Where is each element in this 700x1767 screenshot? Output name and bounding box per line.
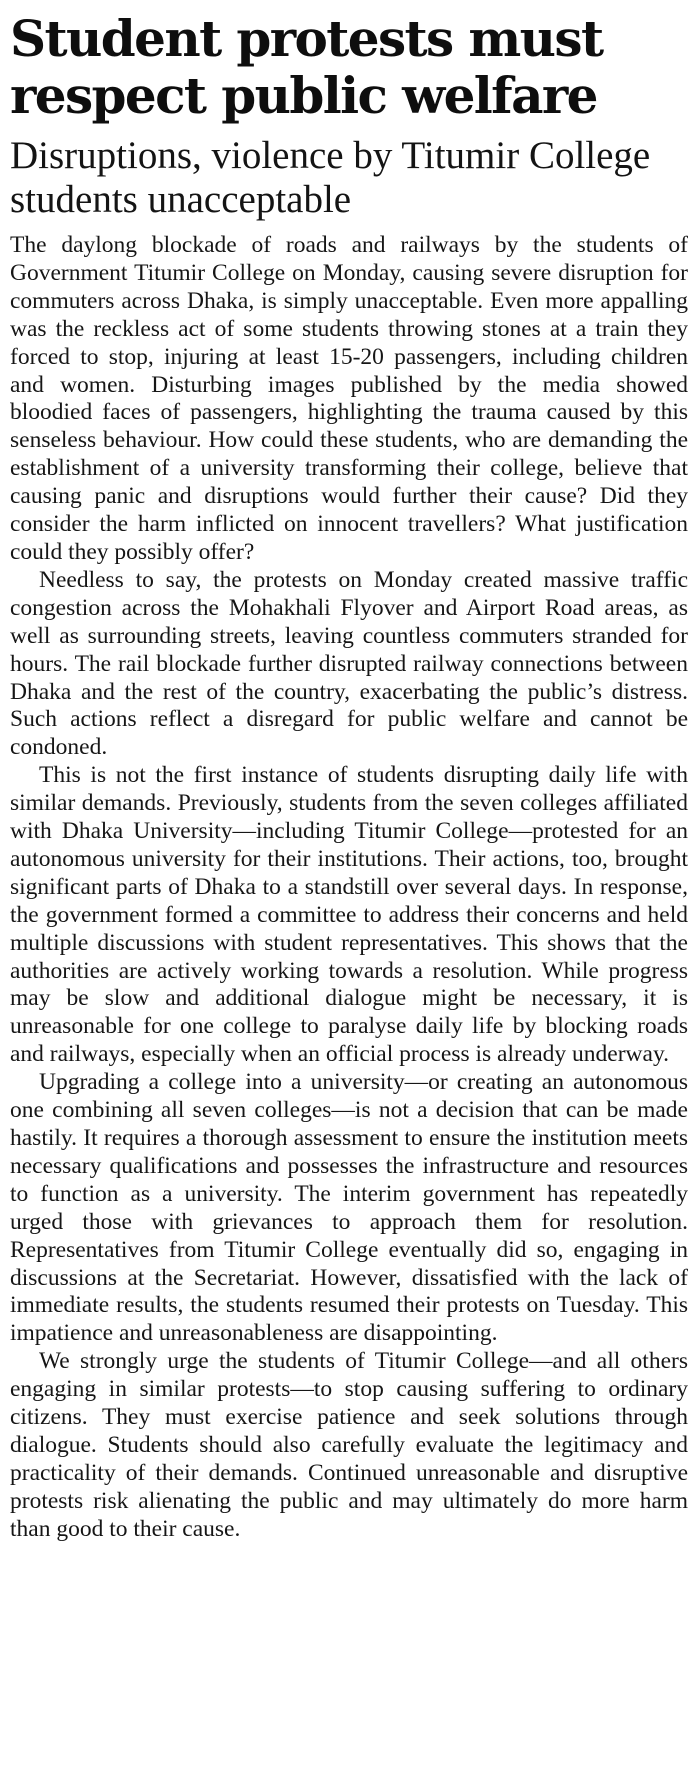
headline: Student protests must respect public welfare	[10, 9, 603, 125]
subheadline: Disruptions, violence by Titumir College students unacceptable	[10, 134, 651, 221]
body-paragraph: We strongly urge the students of Titumir College—and all others engaging in similar protests—to stop causing suffering to ordinary citizens. They must exercise patience and seek solutions through dialogue. Students should also carefully evaluate the legitimacy and practicality of their demands. Continued unreasonable and disruptive protests risk alienating the public and may ultimately do more harm than good to their cause.	[10, 1348, 688, 1542]
article-body	[10, 232, 688, 1544]
body-paragraph: Needless to say, the protests on Monday created massive traffic congestion across the Mohakhali Flyover and Airport Road areas, as well as surrounding streets, leaving countless commuters stranded for hours. The rail blockade further disrupted railway connections between Dhaka and the rest of the country, exacerbating the public’s distress. Such actions reflect a disregard for public welfare and cannot be condoned.	[10, 566, 688, 761]
body-paragraph: Upgrading a college into a university—or creating an autonomous one combining all seven colleges—is not a decision that can be made hastily. It requires a thorough assessment to ensure the institution meets necessary qualifications and possesses the infrastructure and resources to function as a university. The interim government has repeatedly urged those with grievances to approach them for resolution. Representatives from Titumir College eventually did so, engaging in discussions at the Secretariat. However, dissatisfied with the lack of immediate results, the students resumed their protests on Tuesday. This impatience and unreasonableness are disappointing.	[10, 1069, 688, 1347]
body-paragraph: The daylong blockade of roads and railways by the students of Government Titumir College on Monday, causing severe disruption for commuters across Dhaka, is simply unacceptable. Even more appalling was the reckless act of some students throwing stones at a train they forced to stop, injuring at least 15-20 passengers, including children and women. Disturbing images published by the media showed bloodied faces of passengers, highlighting the trauma caused by this senseless behaviour. How could these students, who are demanding the establishment of a university transforming their college, believe that causing panic and disruptions would further their cause? Did they consider the harm inflicted on innocent travellers? What justification could they possibly offer?	[10, 232, 688, 565]
body-paragraph: This is not the first instance of students disrupting daily life with similar demands. Previously, students from the seven colleges affiliated with Dhaka University—including Titumir College—protested for an autonomous university for their institutions. Their actions, too, brought significant parts of Dhaka to a standstill over several days. In response, the government formed a committee to address their concerns and held multiple discussions with student representatives. This shows that the authorities are actively working towards a resolution. While progress may be slow and additional dialogue might be necessary, it is unreasonable for one college to paralyse daily life by blocking roads and railways, especially when an official process is already underway.	[10, 762, 688, 1068]
